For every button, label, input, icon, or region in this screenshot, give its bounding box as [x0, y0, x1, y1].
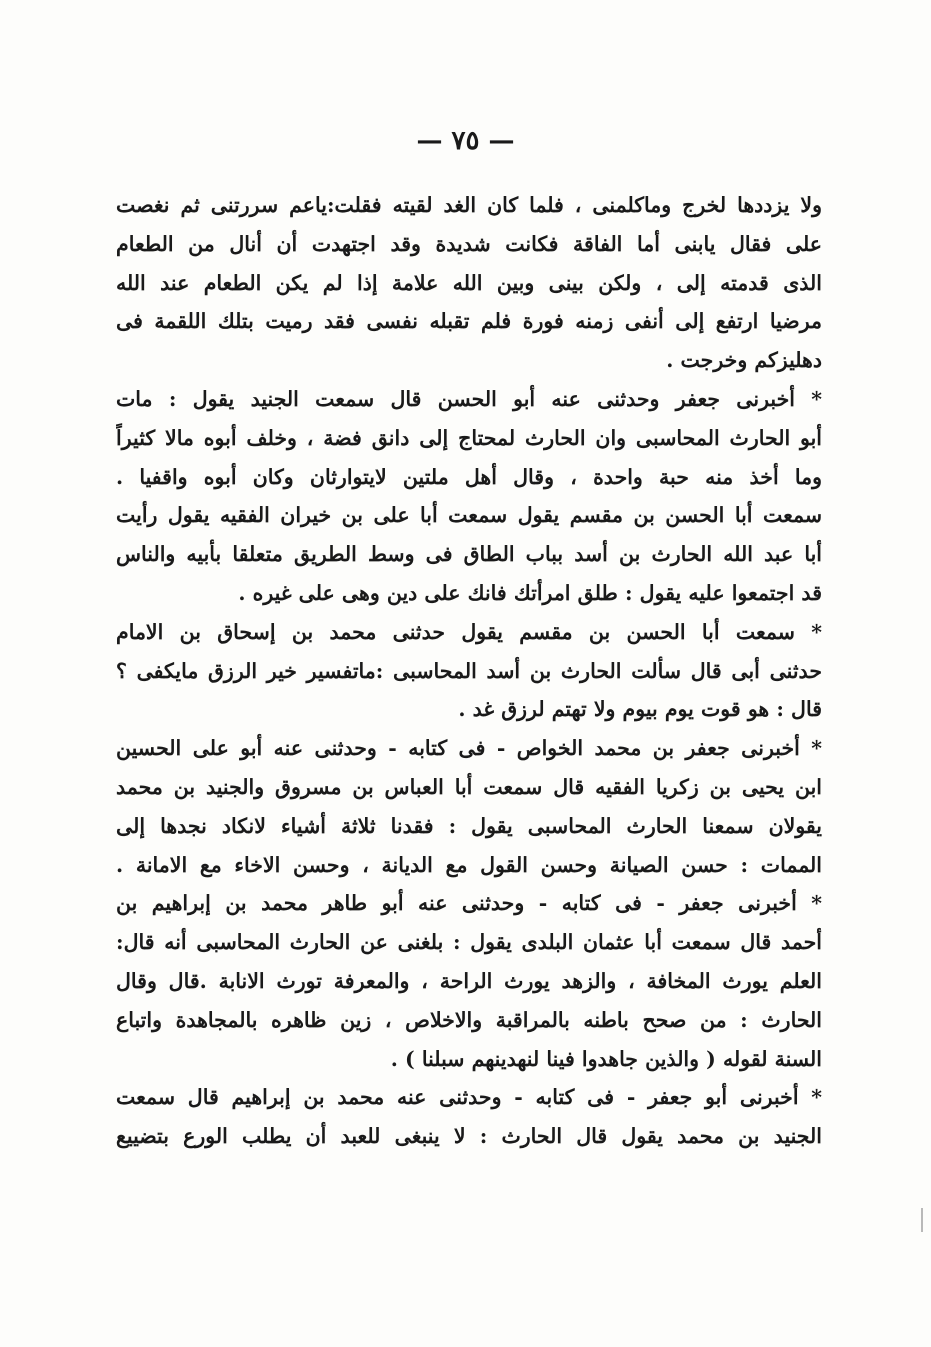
- text-line: سمعت أبا الحسن بن مقسم يقول سمعت أبا على بن خيران الفقيه يقول رأيت: [116, 503, 822, 528]
- text-line: أبو الحارث المحاسبى وان الحارث لمحتاج إلى دانق فضة ، وخلف أبوه مالا كثيراً: [116, 425, 822, 450]
- text-line: قد اجتمعوا عليه يقول : طلق امرأتك فانك على دين وهى على غيره .: [238, 580, 822, 605]
- text-line: يقولان سمعنا الحارث المحاسبى يقول : فقدنا ثلاثة أشياء لانكاد نجدها إلى: [116, 813, 822, 838]
- text-line: * سمعت أبا الحسن بن مقسم يقول حدثنى محمد بن إسحاق بن الامام: [116, 619, 822, 644]
- text-line: أبا عبد الله الحارث بن أسد بباب الطاق فى وسط الطريق متعلقا بأبيه والناس: [116, 542, 822, 567]
- text-line: الجنيد بن محمد يقول قال الحارث : لا ينبغى للعبد أن يطلب الورع بتضييع: [116, 1124, 822, 1149]
- text-line: حدثنى أبى قال سألت الحارث بن أسد المحاسبى :ماتفسير خير الرزق مايكفى ؟: [116, 658, 822, 683]
- text-line: * أخبرنى جعفر وحدثنى عنه أبو الحسن قال سمعت الجنيد يقول : مات: [116, 386, 822, 411]
- text-line: قال : هو قوت يوم بيوم ولا تهتم لرزق غد .: [458, 697, 822, 722]
- text-line: الذى قدمته إلى ، ولكن بينى وبين الله علامة إذا لم يكن الطعام عند الله: [116, 270, 822, 295]
- text-line: وما أخذ منه حبة واحدة ، وقال أهل ملتين لايتوارثان وكان أبوه واقفيا .: [116, 464, 822, 489]
- text-line: على فقال يابنى أما الفاقة فكانت شديدة وقد اجتهدت أن أنال من الطعام: [116, 231, 822, 256]
- text-line: أحمد قال سمعت أبا عثمان البلدى يقول : بلغنى عن الحارث المحاسبى أنه قال:: [116, 930, 822, 955]
- text-line: * أخبرنى جعفر بن محمد الخواص - فى كتابه - وحدثنى عنه أبو على الحسين: [116, 736, 822, 761]
- text-line: ابن يحيى بن زكريا الفقيه قال سمعت أبا العباس بن مسروق والجنيد بن محمد: [116, 774, 822, 799]
- page-number: — ٧٥ —: [416, 126, 515, 156]
- text-line: الممات : حسن الصيانة وحسن القول مع الديانة ، وحسن الاخاء مع الامانة .: [116, 852, 822, 877]
- text-line: دهليزكم وخرجت .: [666, 348, 822, 373]
- text-line: العلم يورث المخافة ، والزهد يورث الراحة ، والمعرفة تورث الانابة .قال وقال: [116, 968, 822, 993]
- text-line: * أخبرنى جعفر - فى كتابه - وحدثنى عنه أبو طاهر محمد بن إبراهيم بن: [116, 891, 822, 916]
- text-line: السنة لقوله ( والذين جاهدوا فينا لنهدينهم سبلنا ) .: [390, 1046, 822, 1071]
- body-text: [116, 186, 822, 1156]
- text-line: * أخبرنى أبو جعفر - فى كتابه - وحدثنى عنه محمد بن إبراهيم قال سمعت: [116, 1085, 822, 1110]
- text-line: ولا يزددها لخرج وماكلمنى ، فلما كان الغد لقيته فقلت:ياعم سررتنى ثم نغصت: [116, 193, 822, 217]
- text-line: مرضيا ارتفع إلى أنفى زمنه فورة فلم تقبله نفسى فقد رميت بتلك اللقمة فى: [116, 309, 822, 334]
- scan-margin-mark: [921, 1208, 923, 1232]
- text-line: الحارث : من صحح باطنه بالمراقبة والاخلاص ، زين ظاهره بالمجاهدة واتباع: [116, 1007, 822, 1032]
